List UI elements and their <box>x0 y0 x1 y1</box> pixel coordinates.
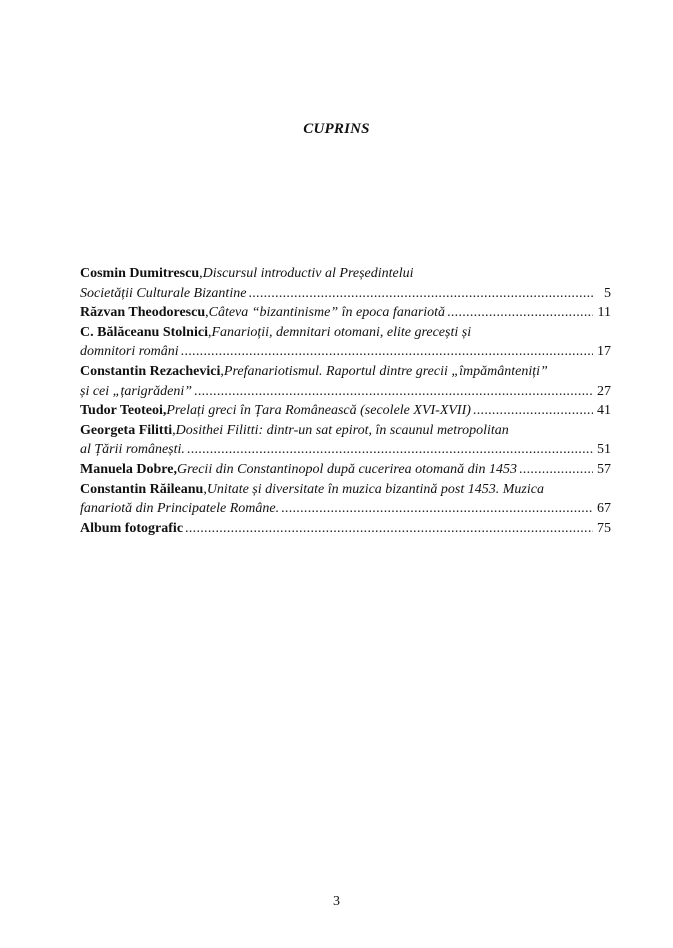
toc-entry-line <box>80 342 611 362</box>
toc-title: Fanarioții, demnitari otomani, elite grecești și <box>211 324 472 340</box>
toc-title: domnitori români <box>80 344 179 360</box>
toc-author: Tudor Teoteoi, <box>80 403 167 419</box>
toc-author: Cosmin Dumitrescu <box>80 266 200 281</box>
toc-title: Câteva “bizantinisme” în epoca fanariotă <box>208 305 446 321</box>
toc-entry-line <box>80 499 611 519</box>
toc-page-number: 57 <box>597 461 611 477</box>
leader-dots <box>281 499 593 519</box>
toc-title: Prefanariotismul. Raportul dintre grecii „împământeniți” <box>223 363 548 379</box>
toc-page-number: 27 <box>597 383 611 399</box>
leader-dots <box>187 440 593 460</box>
toc-entry-line: Cosmin Dumitrescu , Discursul introductiv al Președintelui <box>80 264 611 284</box>
toc-title: Societății Culturale Bizantine <box>80 285 247 301</box>
toc-entry-line: Constantin Răileanu , Unitate și diversitate în muzica bizantină post 1453. Muzica <box>80 480 611 500</box>
toc-author: Manuela Dobre, <box>80 461 177 477</box>
toc-page-number: 11 <box>597 305 611 321</box>
toc-title: Discursul introductiv al Președintelui <box>202 266 414 281</box>
toc-page-number: 41 <box>597 403 611 419</box>
toc-page-number: 67 <box>597 501 611 517</box>
toc-entry-line <box>80 382 611 402</box>
toc-author: Georgeta Filitti <box>80 422 173 438</box>
leader-dots <box>181 342 593 362</box>
page-title: CUPRINS <box>303 121 370 137</box>
toc-entry-line <box>80 460 611 480</box>
leader-dots <box>248 284 593 304</box>
leader-dots <box>194 382 593 402</box>
page-number: 3 <box>333 894 340 909</box>
toc-page-number: 75 <box>597 520 611 536</box>
leader-dots <box>473 401 593 421</box>
toc-entry-line <box>80 519 611 539</box>
toc-entry-line: Răzvan Theodorescu , Câteva “bizantinisme” în epoca fanariotă ..... 11 <box>80 303 611 323</box>
leader-dots <box>185 519 593 539</box>
toc-author: Răzvan Theodorescu <box>80 305 206 321</box>
toc-entry-line <box>80 440 611 460</box>
toc-entry-line: Georgeta Filitti , Dosithei Filitti: dintr-un sat epirot, în scaunul metropolitan <box>80 421 611 441</box>
leader-dots <box>447 303 593 323</box>
leader-dots <box>519 460 593 480</box>
toc-entry-line: Constantin Rezachevici , Prefanariotismul. Raportul dintre grecii „împământeniți” <box>80 362 611 382</box>
toc-title: și cei „țarigrădeni” <box>80 383 193 399</box>
toc-entry-line: C. Bălăceanu Stolnici , Fanarioții, demnitari otomani, elite grecești și <box>80 323 611 343</box>
toc-entry-line <box>80 401 611 421</box>
toc-title: Grecii din Constantinopol după cucerirea otomană din 1453 <box>176 461 517 477</box>
toc-page-number: 51 <box>597 442 611 458</box>
toc-author: Album fotografic <box>80 520 184 536</box>
toc-title: al Țării românești. <box>80 442 185 458</box>
toc-title: Prelați greci în Țara Românească (secolele XVI-XVII) <box>166 403 471 419</box>
toc-page-number: 5 <box>604 285 611 301</box>
table-of-contents <box>80 264 611 538</box>
toc-title: fanariotă din Principatele Române. <box>80 501 280 517</box>
toc-entry-line <box>80 284 611 304</box>
toc-title: Unitate și diversitate în muzica bizantină post 1453. Muzica <box>206 481 544 497</box>
toc-author: C. Bălăceanu Stolnici <box>80 324 208 340</box>
toc-page-number: 17 <box>597 344 611 360</box>
toc-author: Constantin Răileanu <box>80 481 204 497</box>
toc-author: Constantin Rezachevici <box>80 363 221 379</box>
toc-title: Dosithei Filitti: dintr-un sat epirot, în scaunul metropolitan <box>175 422 509 438</box>
